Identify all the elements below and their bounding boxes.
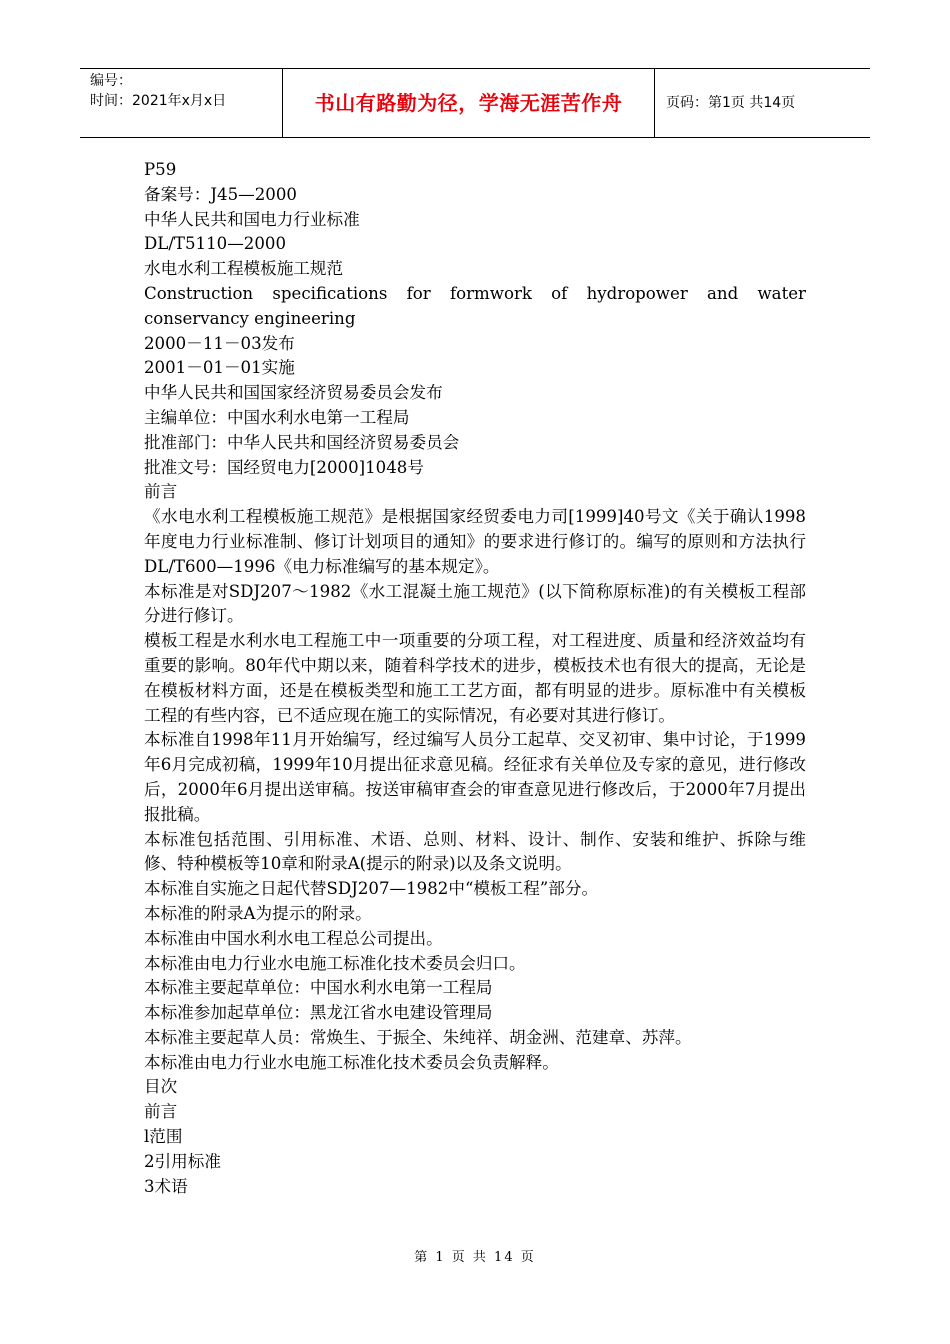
- doc-line: P59: [144, 160, 177, 179]
- paragraph: 本标准主要起草单位：中国水利水电第一工程局: [144, 978, 493, 998]
- section-heading: 前言: [144, 482, 178, 502]
- doc-line: 中华人民共和国国家经济贸易委员会发布: [144, 383, 443, 403]
- document-number-label: 编号：: [90, 73, 132, 89]
- toc-item: 3术语: [144, 1176, 188, 1196]
- doc-english-title: Construction specifications for formwork of hydropower and water conservancy engineering: [144, 283, 806, 328]
- page-number: 第 1 页 共 14 页: [414, 1250, 536, 1265]
- header-motto: 书山有路勤为径，学海无涯苦作舟: [314, 91, 623, 115]
- doc-line: 2001－01－01实施: [144, 358, 295, 378]
- toc-heading: 目次: [144, 1077, 178, 1097]
- doc-title: 水电水利工程模板施工规范: [144, 259, 344, 279]
- toc-item: l范围: [144, 1127, 183, 1147]
- doc-line: 批准部门：中华人民共和国经济贸易委员会: [144, 432, 460, 452]
- header-divider: [654, 69, 655, 137]
- paragraph: 本标准参加起草单位：黑龙江省水电建设管理局: [144, 1003, 493, 1023]
- paragraph: 本标准包括范围、引用标准、术语、总则、材料、设计、制作、安装和维护、拆除与维修、特种模板等10章和附录A(提示的附录)以及条文说明。: [144, 829, 806, 874]
- document-time-label: 时间：2021年x月x日: [90, 93, 227, 109]
- doc-line: DL/T5110—2000: [144, 234, 287, 254]
- paragraph: 本标准的附录A为提示的附录。: [144, 903, 372, 923]
- toc-item: 2引用标准: [144, 1151, 221, 1171]
- page-footer: [0, 1246, 950, 1265]
- paragraph: 模板工程是水利水电工程施工中一项重要的分项工程，对工程进度、质量和经济效益均有重要的影响。80年代中期以来，随着科学技术的进步，模板技术也有很大的提高，无论是在模板材料方面，还是在模板类型和施工工艺方面，都有明显的进步。原标准中有关模板工程的有些内容，已不适应现在施工的实际情况，有必要对其进行修订。: [144, 631, 806, 725]
- paragraph: 本标准自实施之日起代替SDJ207—1982中“模板工程”部分。: [144, 879, 599, 899]
- doc-line: 2000－11－03发布: [144, 333, 295, 353]
- paragraph: 本标准是对SDJ207～1982《水工混凝土施工规范》(以下简称原标准)的有关模板工程部分进行修订。: [144, 581, 806, 626]
- paragraph: 本标准由电力行业水电施工标准化技术委员会归口。: [144, 953, 526, 973]
- document-body: [144, 158, 806, 1199]
- header-meta: [90, 71, 285, 111]
- doc-line: 中华人民共和国电力行业标准: [144, 209, 360, 229]
- page-header: [80, 68, 870, 138]
- doc-line: 备案号：J45—2000: [144, 184, 297, 204]
- paragraph: 本标准由中国水利水电工程总公司提出。: [144, 928, 443, 948]
- paragraph: 《水电水利工程模板施工规范》是根据国家经贸委电力司[1999]40号文《关于确认1998年度电力行业标准制、修订计划项目的通知》的要求进行修订的。编写的原则和方法执行DL/T600—1996《电力标准编写的基本规定》。: [144, 507, 806, 576]
- paragraph: 本标准自1998年11月开始编写，经过编写人员分工起草、交叉初审、集中讨论，于1999年6月完成初稿，1999年10月提出征求意见稿。经征求有关单位及专家的意见，进行修改后，2000年6月提出送审稿。按送审稿审查会的审查意见进行修改后，于2000年7月提出报批稿。: [144, 730, 806, 824]
- header-page-info: 页码：第1页 共14页: [666, 95, 796, 111]
- paragraph: 本标准由电力行业水电施工标准化技术委员会负责解释。: [144, 1052, 559, 1072]
- doc-line: 批准文号：国经贸电力[2000]1048号: [144, 457, 424, 477]
- toc-item: 前言: [144, 1102, 178, 1122]
- paragraph: 本标准主要起草人员：常焕生、于振全、朱纯祥、胡金洲、范建章、苏萍。: [144, 1027, 692, 1047]
- doc-line: 主编单位：中国水利水电第一工程局: [144, 407, 410, 427]
